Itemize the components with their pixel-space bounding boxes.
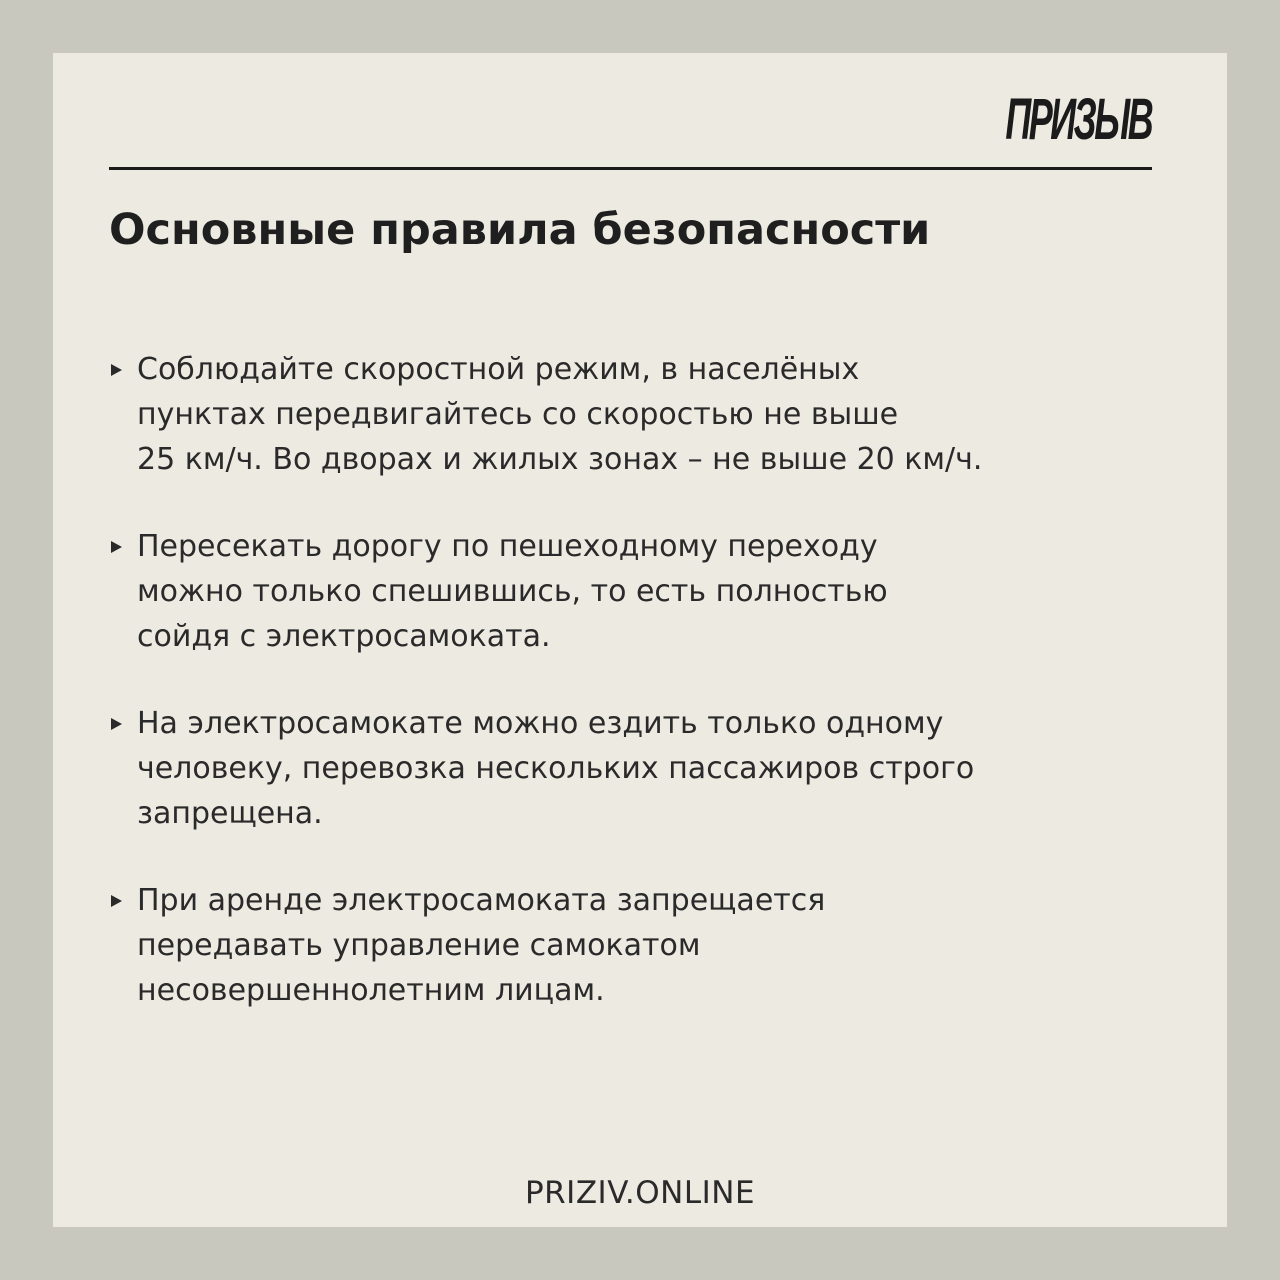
rule-text-line: запрещена. <box>137 796 323 831</box>
post-card <box>53 53 1227 1227</box>
rule-text-line: Пересекать дорогу по пешеходному переходу <box>137 529 878 564</box>
rule-text-line: Соблюдайте скоростной режим, в населёных <box>137 352 860 387</box>
triangle-bullet-icon <box>111 541 122 553</box>
rule-text-line: При аренде электросамоката запрещается <box>137 883 826 918</box>
rule-text-line: несовершеннолетним лицам. <box>137 973 605 1008</box>
triangle-bullet-icon <box>111 364 122 376</box>
rule-text-line: сойдя с электросамоката. <box>137 619 551 654</box>
list-item <box>109 524 1199 659</box>
list-item <box>109 347 1199 482</box>
header-divider <box>109 167 1152 170</box>
rule-text-line: На электросамокате можно ездить только одному <box>137 706 944 741</box>
triangle-bullet-icon <box>111 718 122 730</box>
rule-text-line: можно только спешившись, то есть полностью <box>137 574 888 609</box>
rule-text-line: человеку, перевозка нескольких пассажиров строго <box>137 751 975 786</box>
rule-text-line: пунктах передвигайтесь со скоростью не выше <box>137 397 899 432</box>
list-item <box>109 878 1199 1013</box>
safety-rules-list <box>109 347 1199 1055</box>
brand-logo: ПРИЗЫВ <box>1005 87 1151 152</box>
page-title: Основные правила безопасности <box>109 205 931 255</box>
rule-text-line: передавать управление самокатом <box>137 928 701 963</box>
triangle-bullet-icon <box>111 895 122 907</box>
rule-text-line: 25 км/ч. Во дворах и жилых зонах – не выше 20 км/ч. <box>137 442 983 477</box>
site-url: PRIZIV.ONLINE <box>524 1175 756 1211</box>
list-item <box>109 701 1199 836</box>
